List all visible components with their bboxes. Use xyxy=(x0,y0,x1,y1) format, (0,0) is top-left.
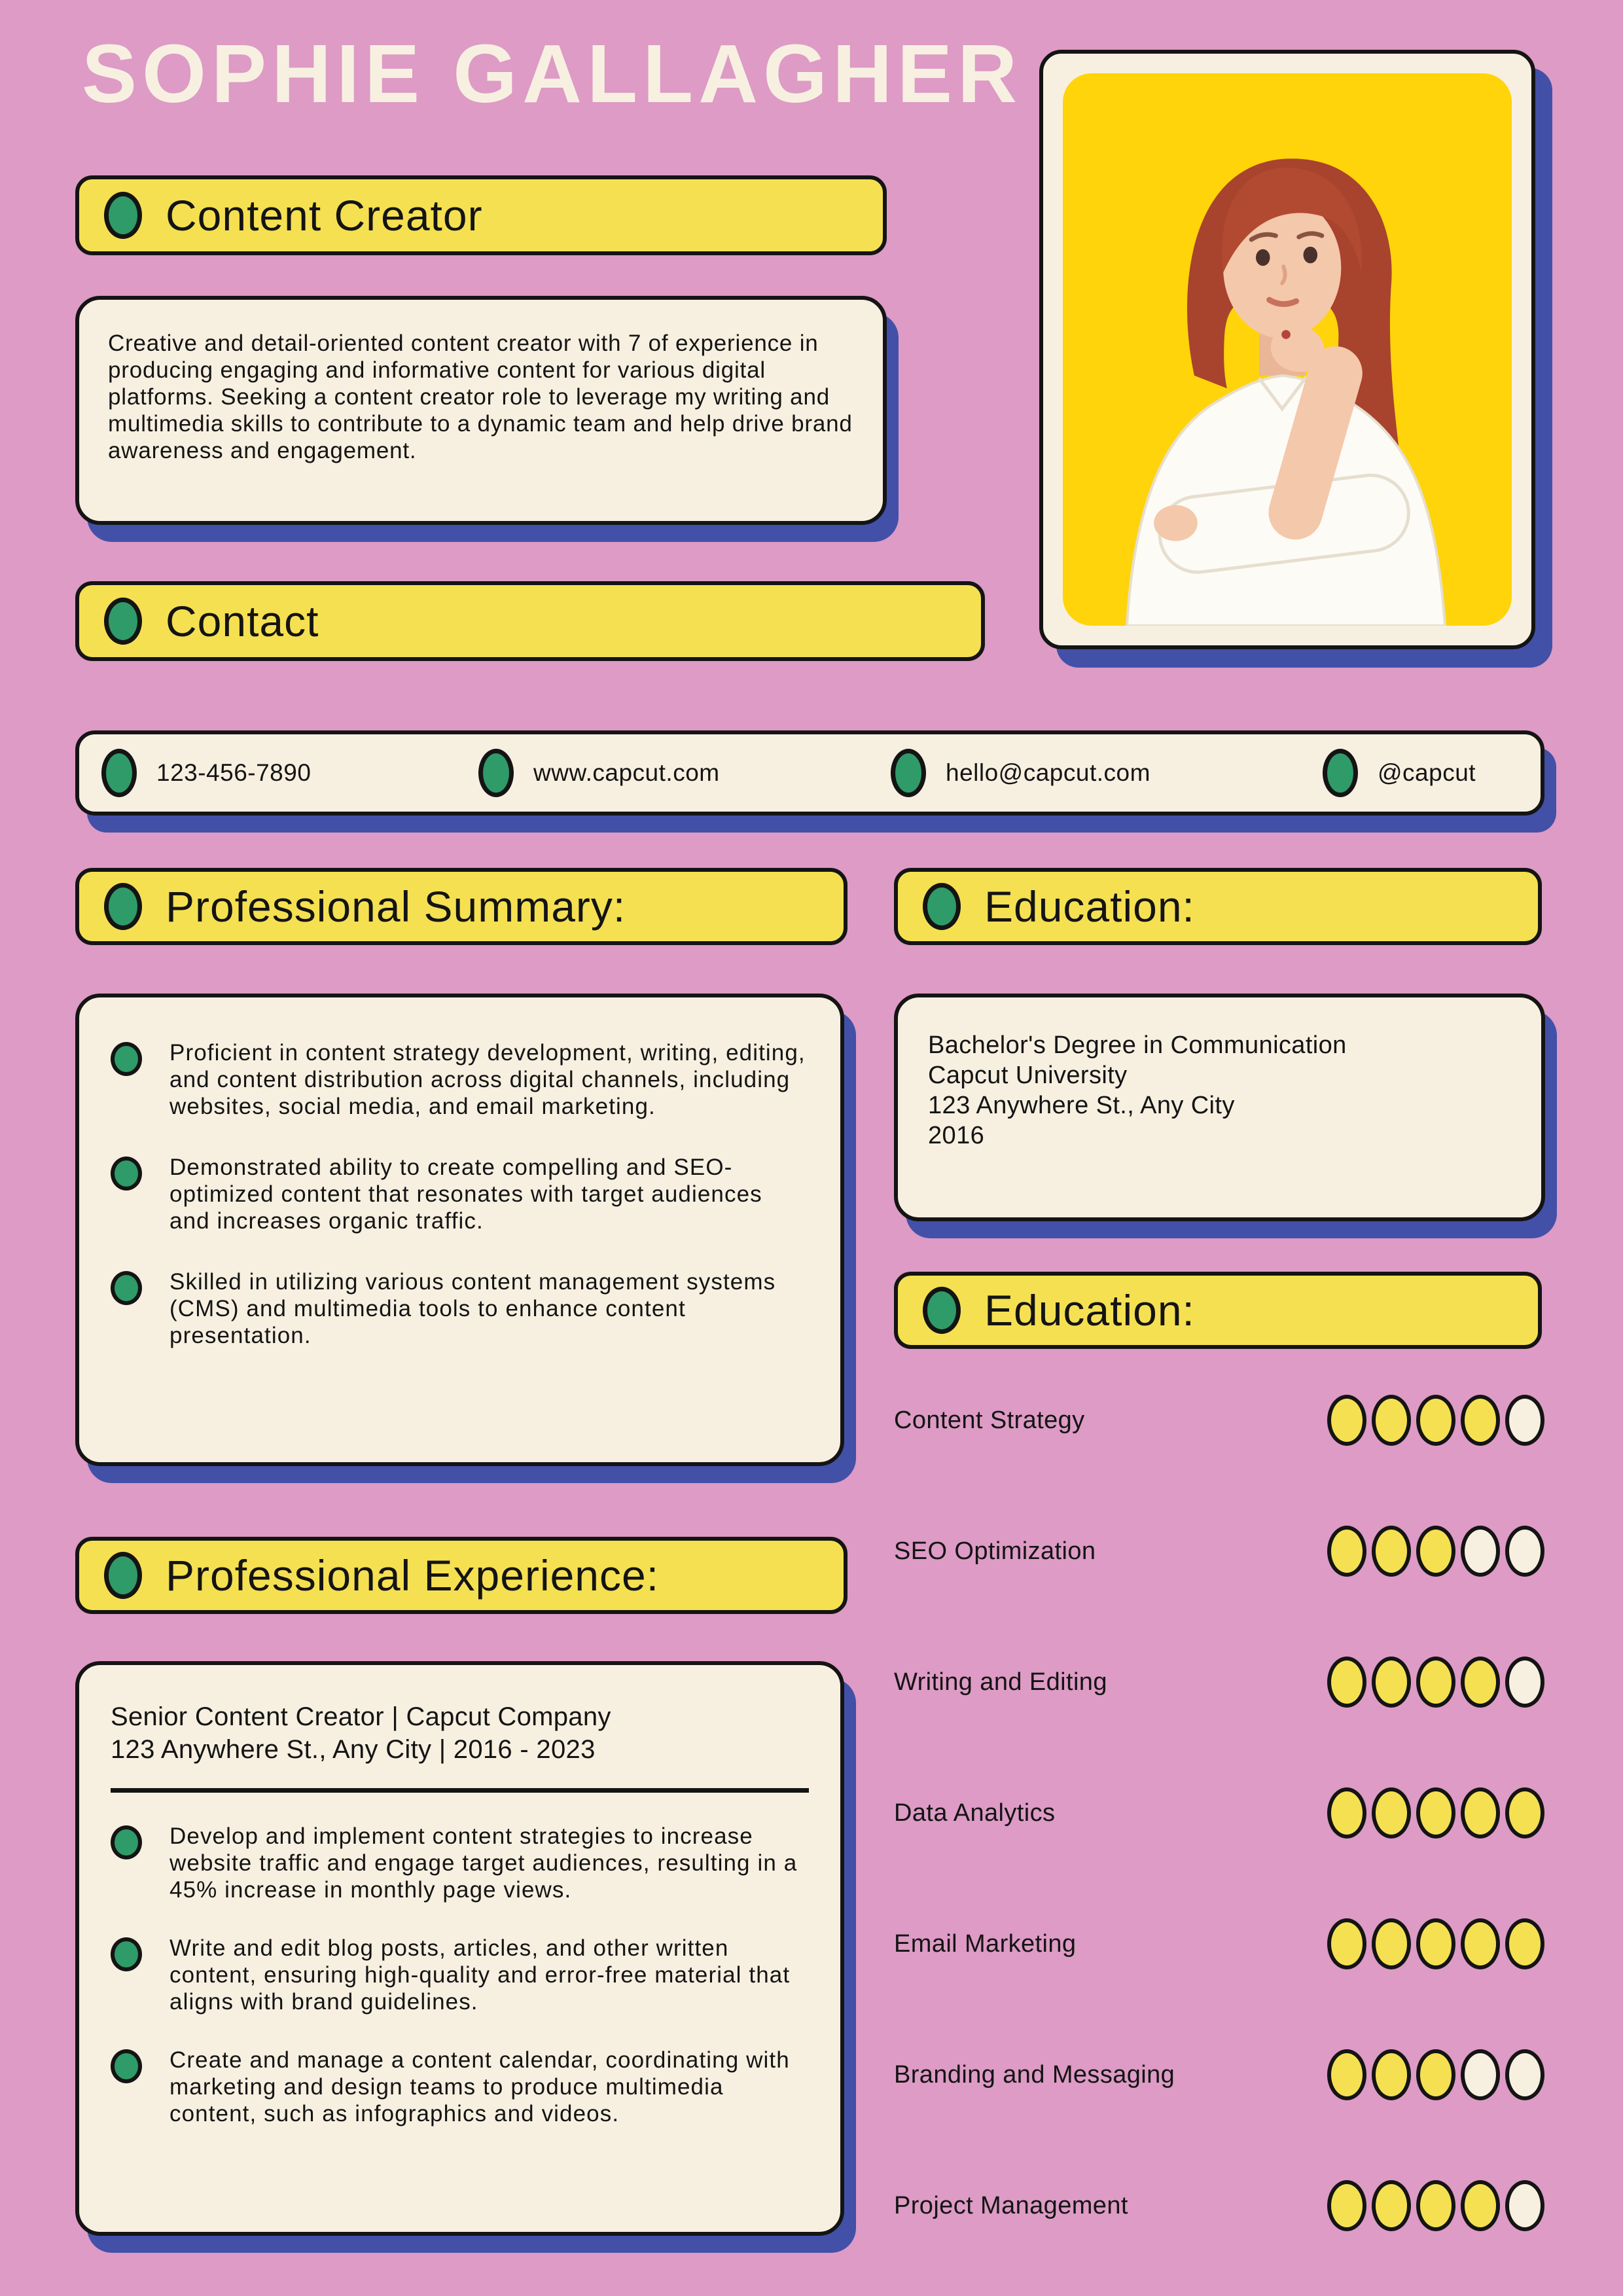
green-dot-icon xyxy=(923,883,961,930)
rating-dot-filled xyxy=(1416,2049,1455,2100)
experience-subtitle: 123 Anywhere St., Any City | 2016 - 2023 xyxy=(111,1735,596,1764)
professional-summary-box xyxy=(75,994,844,1466)
summary-bullet xyxy=(111,1039,809,1120)
rating-dot-filled xyxy=(1505,1918,1544,1969)
rating-dot-filled xyxy=(1416,1526,1455,1577)
skill-label: Project Management xyxy=(894,2191,1128,2219)
role-badge xyxy=(75,175,887,255)
experience-bullet-text: Develop and implement content strategies to increase website traffic and engage target audiences, resulting in a 45% increase in monthly page views. xyxy=(169,1823,798,1903)
education-degree: Bachelor's Degree in Communication xyxy=(928,1031,1347,1059)
summary-bullet-text: Demonstrated ability to create compelling and SEO-optimized content that resonates with target audiences and increases organic traffic. xyxy=(169,1155,762,1234)
rating-dot-filled xyxy=(1461,1395,1500,1446)
bullet-dot-icon xyxy=(111,2049,142,2083)
skill-rating xyxy=(1327,1657,1544,1708)
professional-experience-header-label: Professional Experience: xyxy=(166,1551,660,1600)
professional-summary-header-label: Professional Summary: xyxy=(166,882,626,931)
rating-dot-filled xyxy=(1416,1918,1455,1969)
rating-dot-filled xyxy=(1372,1657,1411,1708)
email-dot-icon xyxy=(891,749,926,797)
education-school: Capcut University xyxy=(928,1062,1128,1089)
bullet-dot-icon xyxy=(111,1157,142,1191)
rating-dot-empty xyxy=(1505,2049,1544,2100)
social-value[interactable]: @capcut xyxy=(1378,759,1476,786)
professional-summary-header xyxy=(75,868,847,945)
experience-bullet xyxy=(111,1935,809,2015)
green-dot-icon xyxy=(923,1287,961,1334)
rating-dot-empty xyxy=(1505,1526,1544,1577)
skill-label: SEO Optimization xyxy=(894,1537,1096,1565)
rating-dot-filled xyxy=(1372,2049,1411,2100)
experience-title: Senior Content Creator | Capcut Company xyxy=(111,1702,611,1731)
rating-dot-empty xyxy=(1505,1657,1544,1708)
experience-bullet-text: Create and manage a content calendar, coordinating with marketing and design teams to produce multimedia content, such as infographics and videos. xyxy=(169,2047,790,2126)
bullet-dot-icon xyxy=(111,1042,142,1076)
contact-item-phone xyxy=(101,734,311,812)
rating-dot-filled xyxy=(1327,1918,1366,1969)
summary-bullet-text: Proficient in content strategy development, writing, editing, and content distribution across digital channels, including websites, social media, and email marketing. xyxy=(169,1040,806,1119)
contact-header xyxy=(75,581,985,661)
rating-dot-empty xyxy=(1461,1526,1500,1577)
portrait-illustration xyxy=(1063,73,1512,626)
professional-experience-header xyxy=(75,1537,847,1614)
rating-dot-filled xyxy=(1372,2180,1411,2231)
skill-row xyxy=(894,1916,1544,1971)
skill-label: Content Strategy xyxy=(894,1406,1085,1434)
rating-dot-filled xyxy=(1372,1395,1411,1446)
contact-info-bar xyxy=(75,730,1544,816)
skill-row xyxy=(894,2178,1544,2233)
rating-dot-filled xyxy=(1461,2180,1500,2231)
bullet-dot-icon xyxy=(111,1937,142,1971)
green-dot-icon xyxy=(104,192,142,239)
green-dot-icon xyxy=(104,1552,142,1599)
bullet-dot-icon xyxy=(111,1271,142,1305)
rating-dot-filled xyxy=(1416,1395,1455,1446)
skill-rating xyxy=(1327,1787,1544,1839)
rating-dot-filled xyxy=(1372,1918,1411,1969)
phone-dot-icon xyxy=(101,749,137,797)
rating-dot-filled xyxy=(1372,1526,1411,1577)
skill-rating xyxy=(1327,1395,1544,1446)
education-header-label: Education: xyxy=(984,882,1195,931)
skill-rating xyxy=(1327,1526,1544,1577)
phone-value[interactable]: 123-456-7890 xyxy=(156,759,312,786)
skill-label: Email Marketing xyxy=(894,1929,1077,1958)
green-dot-icon xyxy=(104,598,142,645)
summary-bullet xyxy=(111,1154,809,1234)
website-value[interactable]: www.capcut.com xyxy=(533,759,720,786)
skill-label: Data Analytics xyxy=(894,1799,1056,1827)
skill-label: Writing and Editing xyxy=(894,1668,1107,1696)
rating-dot-filled xyxy=(1461,1918,1500,1969)
rating-dot-empty xyxy=(1461,2049,1500,2100)
profile-photo-frame xyxy=(1039,50,1535,649)
skills-header-label: Education: xyxy=(984,1286,1195,1335)
rating-dot-filled xyxy=(1327,2180,1366,2231)
email-value[interactable]: hello@capcut.com xyxy=(946,759,1150,786)
education-address: 123 Anywhere St., Any City xyxy=(928,1092,1235,1119)
skill-label: Branding and Messaging xyxy=(894,2060,1175,2089)
rating-dot-filled xyxy=(1327,1787,1366,1839)
contact-item-social xyxy=(1323,734,1476,812)
rating-dot-filled xyxy=(1327,1395,1366,1446)
rating-dot-filled xyxy=(1327,1657,1366,1708)
education-year: 2016 xyxy=(928,1122,985,1149)
rating-dot-empty xyxy=(1505,1395,1544,1446)
divider xyxy=(111,1788,809,1793)
about-text: Creative and detail-oriented content creator with 7 of experience in producing engaging and informative content for various digital platforms. Seeking a content creator role to leverage my writing and multimedia skills to contribute to a dynamic team and help drive brand awareness and engagement. xyxy=(108,331,853,463)
social-dot-icon xyxy=(1323,749,1358,797)
skill-rating xyxy=(1327,1918,1544,1969)
page-title: SOPHIE GALLAGHER xyxy=(82,27,1023,120)
skill-row xyxy=(894,1655,1544,1710)
education-box xyxy=(894,994,1545,1221)
skill-row xyxy=(894,1524,1544,1579)
website-dot-icon xyxy=(478,749,514,797)
skill-rating xyxy=(1327,2049,1544,2100)
experience-bullet xyxy=(111,2047,809,2127)
rating-dot-filled xyxy=(1416,1787,1455,1839)
contact-item-email xyxy=(891,734,1150,812)
experience-bullet xyxy=(111,1823,809,1903)
experience-bullet-text: Write and edit blog posts, articles, and other written content, ensuring high-quality and error-free material that aligns with brand guidelines. xyxy=(169,1935,791,2015)
education-header xyxy=(894,868,1542,945)
contact-item-website xyxy=(478,734,720,812)
rating-dot-filled xyxy=(1327,2049,1366,2100)
skill-row xyxy=(894,1785,1544,1840)
rating-dot-filled xyxy=(1461,1787,1500,1839)
rating-dot-filled xyxy=(1372,1787,1411,1839)
role-badge-label: Content Creator xyxy=(166,191,483,240)
profile-photo xyxy=(1063,73,1512,626)
rating-dot-empty xyxy=(1505,2180,1544,2231)
rating-dot-filled xyxy=(1461,1657,1500,1708)
summary-bullet-text: Skilled in utilizing various content management systems (CMS) and multimedia tools to enhance content presentation. xyxy=(169,1269,776,1348)
rating-dot-filled xyxy=(1327,1526,1366,1577)
bullet-dot-icon xyxy=(111,1825,142,1859)
skill-rating xyxy=(1327,2180,1544,2231)
skills-header xyxy=(894,1272,1542,1349)
green-dot-icon xyxy=(104,883,142,930)
about-box xyxy=(75,296,887,525)
rating-dot-filled xyxy=(1416,2180,1455,2231)
experience-box xyxy=(75,1661,844,2236)
rating-dot-filled xyxy=(1416,1657,1455,1708)
skill-row xyxy=(894,1393,1544,1448)
contact-header-label: Contact xyxy=(166,597,319,645)
skill-row xyxy=(894,2047,1544,2102)
rating-dot-filled xyxy=(1505,1787,1544,1839)
summary-bullet xyxy=(111,1268,809,1349)
